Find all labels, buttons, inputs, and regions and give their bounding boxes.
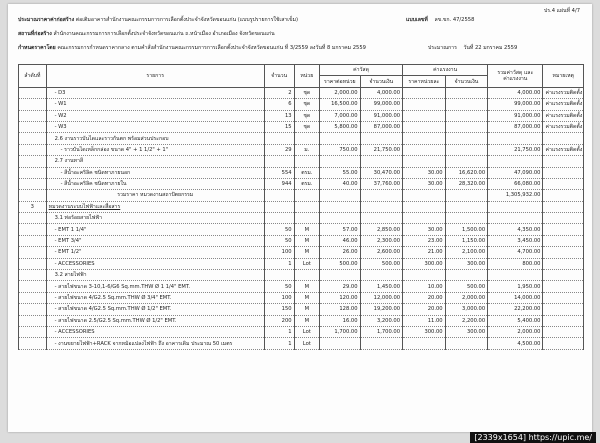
cell-l-unit — [403, 99, 446, 110]
cell-l-amt — [445, 144, 488, 155]
cell-m-amt — [360, 133, 403, 144]
table-header-row — [19, 65, 584, 76]
table-row — [19, 224, 584, 235]
cell-m-amt: 37,760.00 — [360, 178, 403, 189]
cell-no — [19, 190, 47, 201]
cell-no — [19, 121, 47, 132]
cell-item: หมวดงานระบบไฟฟ้าและสื่อสาร — [46, 201, 264, 212]
cell-qty: 200 — [264, 315, 294, 326]
cell-m-unit — [320, 201, 360, 212]
cell-m-amt: 19,200.00 — [360, 304, 403, 315]
col-labor-amount: จำนวนเงิน — [445, 76, 488, 87]
cell-remark — [543, 213, 584, 224]
cell-m-amt — [360, 213, 403, 224]
table-row — [19, 270, 584, 281]
cell-item: - สีน้ำอะคริลิค ชนิดทาภายใน — [46, 178, 264, 189]
document-page — [8, 4, 592, 432]
cell-unit — [294, 201, 320, 212]
cell-l-unit — [403, 270, 446, 281]
cell-unit: Lot — [294, 326, 320, 337]
col-labor: ค่าแรงงาน — [403, 65, 488, 76]
cell-m-amt: 2,600.00 — [360, 247, 403, 258]
cell-m-unit — [320, 133, 360, 144]
cell-unit — [294, 270, 320, 281]
cell-remark: ค่าแรงรวมติดตั้ง — [543, 110, 584, 121]
cell-item: - สายไฟขนาด 3-10,1-6/G6 Sq.mm.THW Ø 1 1/4" EMT. — [46, 281, 264, 292]
cell-l-amt — [445, 213, 488, 224]
cost-estimate-table — [18, 64, 584, 350]
col-no: ลำดับที่ — [19, 65, 47, 88]
cell-remark — [543, 338, 584, 349]
table-row — [19, 121, 584, 132]
cell-item: - ACCESSORIES — [46, 258, 264, 269]
cell-qty — [264, 190, 294, 201]
cell-m-unit — [320, 213, 360, 224]
cell-item: 3.2 สายไฟฟ้า — [46, 270, 264, 281]
cell-no — [19, 235, 47, 246]
cell-m-amt: 1,700.00 — [360, 326, 403, 337]
col-unit: หน่วย — [294, 65, 320, 88]
cell-total — [488, 213, 543, 224]
cell-qty: 150 — [264, 304, 294, 315]
table-row — [19, 315, 584, 326]
table-row — [19, 292, 584, 303]
cell-l-amt — [445, 270, 488, 281]
cell-total — [488, 270, 543, 281]
cell-remark — [543, 304, 584, 315]
cell-total: 1,305,932.00 — [488, 190, 543, 201]
cell-m-unit: 120.00 — [320, 292, 360, 303]
cell-remark: ค่าแรงรวมติดตั้ง — [543, 87, 584, 98]
cell-m-amt: 12,000.00 — [360, 292, 403, 303]
cell-total: 4,350.00 — [488, 224, 543, 235]
cell-no — [19, 87, 47, 98]
cell-total: 4,500.00 — [488, 338, 543, 349]
cell-m-unit: 5,800.00 — [320, 121, 360, 132]
cell-l-unit: 300.00 — [403, 326, 446, 337]
cell-unit: M — [294, 315, 320, 326]
cell-remark — [543, 258, 584, 269]
cell-no — [19, 133, 47, 144]
cell-l-amt — [445, 156, 488, 167]
cell-total: 66,080.00 — [488, 178, 543, 189]
cell-item: - สีน้ำอะคริลิค ชนิดทาภายนอก — [46, 167, 264, 178]
cell-remark: ค่าแรงรวมติดตั้ง — [543, 99, 584, 110]
cell-unit: ม. — [294, 144, 320, 155]
cell-no — [19, 326, 47, 337]
cell-remark — [543, 178, 584, 189]
cell-l-unit — [403, 87, 446, 98]
cell-no — [19, 224, 47, 235]
cell-qty: 29 — [264, 144, 294, 155]
cell-unit: M — [294, 304, 320, 315]
col-qty: จำนวน — [264, 65, 294, 88]
cell-m-amt: 500.00 — [360, 258, 403, 269]
cell-no — [19, 99, 47, 110]
cell-no — [19, 156, 47, 167]
cell-unit: ชุด — [294, 87, 320, 98]
cell-no — [19, 213, 47, 224]
cell-m-amt: 99,000.00 — [360, 99, 403, 110]
table-row — [19, 110, 584, 121]
cell-total — [488, 201, 543, 212]
cell-remark — [543, 201, 584, 212]
cell-l-amt — [445, 201, 488, 212]
cell-total: 5,400.00 — [488, 315, 543, 326]
cell-m-amt: 1,450.00 — [360, 281, 403, 292]
cell-m-amt: 87,000.00 — [360, 121, 403, 132]
cell-m-unit — [320, 190, 360, 201]
cell-m-amt: 3,200.00 — [360, 315, 403, 326]
form-line — [406, 16, 474, 24]
table-row — [19, 178, 584, 189]
cell-qty: 100 — [264, 247, 294, 258]
cell-m-amt — [360, 156, 403, 167]
col-material: ค่าวัสดุ — [320, 65, 403, 76]
cell-no — [19, 178, 47, 189]
cell-item: - ราวบันไดเหล็กกล่อง ขนาด 4" + 1 1/2" + 1" — [46, 144, 264, 155]
cell-m-unit: 26.00 — [320, 247, 360, 258]
cell-no: 3 — [19, 201, 47, 212]
cell-m-unit: 29.00 — [320, 281, 360, 292]
cell-l-unit: 30.00 — [403, 224, 446, 235]
cell-no — [19, 281, 47, 292]
cell-unit: M — [294, 224, 320, 235]
cell-m-amt: 21,750.00 — [360, 144, 403, 155]
cell-m-unit: 46.00 — [320, 235, 360, 246]
location-line — [18, 30, 275, 38]
location-value: สำนักงานคณะกรรมการการเลือกตั้งประจำจังหวัดขอนแก่น ถ.หน้าเมือง อำเภอเมือง จังหวัดขอนแก่น — [53, 31, 275, 37]
cell-l-unit: 20.00 — [403, 304, 446, 315]
cell-qty: 50 — [264, 235, 294, 246]
cell-item: - W3 — [46, 121, 264, 132]
cell-l-unit — [403, 213, 446, 224]
cell-total: 800.00 — [488, 258, 543, 269]
cell-total: 1,950.00 — [488, 281, 543, 292]
table-row — [19, 258, 584, 269]
estimator-line — [18, 44, 366, 52]
cell-m-unit: 2,000.00 — [320, 87, 360, 98]
table-row — [19, 144, 584, 155]
cell-l-unit — [403, 201, 446, 212]
cell-l-unit — [403, 156, 446, 167]
table-row — [19, 338, 584, 349]
cell-qty — [264, 201, 294, 212]
cell-l-unit: 10.00 — [403, 281, 446, 292]
cell-l-amt: 300.00 — [445, 258, 488, 269]
cell-m-unit — [320, 156, 360, 167]
page-number: ปร.4 แผ่นที่ 4/7 — [543, 8, 580, 14]
cell-remark — [543, 224, 584, 235]
table-row — [19, 99, 584, 110]
cell-qty: 100 — [264, 292, 294, 303]
cell-l-unit: 30.00 — [403, 178, 446, 189]
cell-item: 2.6 งานราวบันไดและราวกันตก พร้อมส่วนประกอบ — [46, 133, 264, 144]
cell-remark: ค่าแรงรวมติดตั้ง — [543, 121, 584, 132]
cell-l-unit: 23.00 — [403, 235, 446, 246]
cell-qty — [264, 133, 294, 144]
cell-qty: 554 — [264, 167, 294, 178]
cell-l-amt: 2,100.00 — [445, 247, 488, 258]
cell-l-unit — [403, 133, 446, 144]
watermark: [2339x1654] https://upic.me/ — [470, 432, 596, 443]
handwritten-mark — [238, 422, 308, 432]
cell-item: - สายไฟขนาด 4/G2.5 Sq.mm.THW Ø 3/4" EMT. — [46, 292, 264, 303]
cell-unit: M — [294, 292, 320, 303]
cell-unit — [294, 133, 320, 144]
cell-qty: 1 — [264, 326, 294, 337]
cell-item: - W2 — [46, 110, 264, 121]
cell-l-amt: 300.00 — [445, 326, 488, 337]
cell-l-amt — [445, 133, 488, 144]
cell-unit: ตรม. — [294, 178, 320, 189]
project-value: ต่อเติมอาคารสำนักงานคณะกรรมการการเลือกตั้งประจำจังหวัดขอนแก่น (แบบรูปรายการใช้เสาเข็ม) — [75, 17, 299, 23]
cell-qty: 1 — [264, 338, 294, 349]
cell-remark — [543, 156, 584, 167]
cell-l-amt: 16,620.00 — [445, 167, 488, 178]
table-row — [19, 201, 584, 212]
table-row — [19, 87, 584, 98]
cell-total — [488, 133, 543, 144]
cell-remark — [543, 167, 584, 178]
cell-item: รวมราคา หมวดงานสถาปัตยกรรม — [46, 190, 264, 201]
table-row — [19, 326, 584, 337]
table-row — [19, 133, 584, 144]
cell-m-unit: 55.00 — [320, 167, 360, 178]
cell-item: - ACCESSORIES — [46, 326, 264, 337]
cell-l-amt — [445, 110, 488, 121]
cell-l-amt — [445, 190, 488, 201]
cell-total — [488, 156, 543, 167]
cell-m-unit — [320, 338, 360, 349]
cell-no — [19, 292, 47, 303]
form-value: ลข.ขก. 47/2558 — [434, 17, 475, 23]
form-label: แบบเลขที่ — [406, 17, 428, 23]
cell-qty: 944 — [264, 178, 294, 189]
cell-unit: M — [294, 235, 320, 246]
estimator-label: กำหนดราคาโดย — [18, 45, 56, 51]
cell-total: 91,000.00 — [488, 110, 543, 121]
cell-l-amt: 1,500.00 — [445, 224, 488, 235]
cell-l-unit — [403, 190, 446, 201]
cell-m-unit: 16.00 — [320, 315, 360, 326]
cell-unit: M — [294, 247, 320, 258]
cell-unit: ชุด — [294, 121, 320, 132]
table-row — [19, 213, 584, 224]
cell-unit: ตรม. — [294, 167, 320, 178]
cell-unit — [294, 213, 320, 224]
cell-m-unit: 750.00 — [320, 144, 360, 155]
table-row — [19, 156, 584, 167]
table-row — [19, 247, 584, 258]
cell-qty: 13 — [264, 110, 294, 121]
cell-no — [19, 304, 47, 315]
table-row — [19, 235, 584, 246]
cell-unit: Lot — [294, 258, 320, 269]
cell-total: 4,700.00 — [488, 247, 543, 258]
cell-l-unit — [403, 121, 446, 132]
cell-unit: M — [294, 281, 320, 292]
cell-total: 22,200.00 — [488, 304, 543, 315]
cell-m-unit: 1,700.00 — [320, 326, 360, 337]
project-line — [18, 16, 298, 24]
cell-m-amt — [360, 338, 403, 349]
cell-remark — [543, 235, 584, 246]
cell-remark — [543, 292, 584, 303]
cell-m-amt — [360, 190, 403, 201]
cell-m-unit: 57.00 — [320, 224, 360, 235]
cell-l-amt — [445, 99, 488, 110]
cell-no — [19, 338, 47, 349]
cell-remark — [543, 190, 584, 201]
project-label: ประมาณราคาค่าก่อสร้าง — [18, 17, 75, 23]
cell-m-unit — [320, 270, 360, 281]
cell-remark: ค่าแรงรวมติดตั้ง — [543, 144, 584, 155]
cell-no — [19, 315, 47, 326]
cell-l-unit: 21.00 — [403, 247, 446, 258]
cell-unit: ชุด — [294, 99, 320, 110]
cell-qty: 50 — [264, 224, 294, 235]
cell-item: - W1 — [46, 99, 264, 110]
cell-m-unit: 500.00 — [320, 258, 360, 269]
cell-total: 14,000.00 — [488, 292, 543, 303]
cell-no — [19, 247, 47, 258]
cell-qty — [264, 156, 294, 167]
cell-m-unit: 7,000.00 — [320, 110, 360, 121]
cell-l-amt: 500.00 — [445, 281, 488, 292]
cell-unit — [294, 190, 320, 201]
cell-qty: 2 — [264, 87, 294, 98]
date-value: วันที่ 22 มกราคม 2559 — [463, 45, 518, 51]
cell-m-amt: 91,000.00 — [360, 110, 403, 121]
cell-m-unit: 128.00 — [320, 304, 360, 315]
cell-l-amt: 28,320.00 — [445, 178, 488, 189]
col-material-unit-price: ราคาต่อหน่วย — [320, 76, 360, 87]
cell-total: 87,000.00 — [488, 121, 543, 132]
cell-total: 2,000.00 — [488, 326, 543, 337]
cell-item: - D3 — [46, 87, 264, 98]
table-row — [19, 304, 584, 315]
cell-item: 3.1 ท่อร้อยสายไฟฟ้า — [46, 213, 264, 224]
table-row — [19, 167, 584, 178]
cell-no — [19, 270, 47, 281]
col-remark: หมายเหตุ — [543, 65, 584, 88]
cell-m-amt: 2,850.00 — [360, 224, 403, 235]
cell-m-amt — [360, 201, 403, 212]
cell-l-amt: 2,200.00 — [445, 315, 488, 326]
cell-total: 99,000.00 — [488, 99, 543, 110]
cell-no — [19, 258, 47, 269]
col-total: รวมค่าวัสดุ และค่าแรงงาน — [488, 65, 543, 88]
cell-unit: ชุด — [294, 110, 320, 121]
estimator-value: คณะกรรมการกำหนดราคากลาง ตามคำสั่งสำนักงานคณะกรรมการการเลือกตั้งประจำจังหวัดขอนแก่น ที่ 3/2559 ลงวันที่ 8 มกราคม 2559 — [57, 45, 366, 51]
cell-m-amt — [360, 270, 403, 281]
location-label: สถานที่ก่อสร้าง — [18, 31, 52, 37]
cell-l-amt: 2,000.00 — [445, 292, 488, 303]
date-line — [428, 44, 517, 52]
cell-l-unit: 300.00 — [403, 258, 446, 269]
cell-no — [19, 167, 47, 178]
cell-item: - งานขยายไฟฟ้า+RACK จากหม้อแปลงไฟฟ้า ถึง อาคารเดิม ประมาณ 50 เมตร — [46, 338, 264, 349]
cell-unit: Lot — [294, 338, 320, 349]
cell-l-amt: 1,150.00 — [445, 235, 488, 246]
cell-item: 2.7 งานทาสี — [46, 156, 264, 167]
cell-l-amt — [445, 121, 488, 132]
cell-m-amt: 2,300.00 — [360, 235, 403, 246]
cell-remark — [543, 247, 584, 258]
date-label: ประมาณการ — [428, 45, 457, 51]
cell-unit — [294, 156, 320, 167]
cell-qty — [264, 270, 294, 281]
cell-l-unit: 30.00 — [403, 167, 446, 178]
cell-no — [19, 144, 47, 155]
cell-no — [19, 110, 47, 121]
table-row — [19, 281, 584, 292]
cell-qty — [264, 213, 294, 224]
cell-remark — [543, 326, 584, 337]
cell-l-amt: 3,000.00 — [445, 304, 488, 315]
cell-remark — [543, 133, 584, 144]
cell-total: 3,450.00 — [488, 235, 543, 246]
cell-remark — [543, 315, 584, 326]
cell-total: 21,750.00 — [488, 144, 543, 155]
cell-qty: 6 — [264, 99, 294, 110]
cell-m-unit: 40.00 — [320, 178, 360, 189]
cell-item: - สายไฟขนาด 4/G2.5 Sq.mm.THW Ø 1/2" EMT. — [46, 304, 264, 315]
cell-total: 4,000.00 — [488, 87, 543, 98]
cell-qty: 50 — [264, 281, 294, 292]
cell-l-unit — [403, 338, 446, 349]
cell-l-unit: 20.00 — [403, 292, 446, 303]
cell-l-amt — [445, 87, 488, 98]
cell-l-unit — [403, 110, 446, 121]
table-row — [19, 190, 584, 201]
cell-item: - EMT 3/4" — [46, 235, 264, 246]
col-labor-unit-price: ราคาหน่วยละ — [403, 76, 446, 87]
cell-m-amt: 30,470.00 — [360, 167, 403, 178]
cell-qty: 1 — [264, 258, 294, 269]
cell-remark — [543, 281, 584, 292]
col-material-amount: จำนวนเงิน — [360, 76, 403, 87]
cell-qty: 15 — [264, 121, 294, 132]
col-item: รายการ — [46, 65, 264, 88]
cell-m-amt: 4,000.00 — [360, 87, 403, 98]
cell-item: - สายไฟขนาด 2.5/G2.5 Sq.mm.THW Ø 1/2" EMT. — [46, 315, 264, 326]
cell-total: 47,090.00 — [488, 167, 543, 178]
cell-l-amt — [445, 338, 488, 349]
cell-item: - EMT 1 1/4" — [46, 224, 264, 235]
cell-item: - EMT 1/2" — [46, 247, 264, 258]
cell-m-unit: 16,500.00 — [320, 99, 360, 110]
cell-l-unit: 11.00 — [403, 315, 446, 326]
cell-l-unit — [403, 144, 446, 155]
cell-remark — [543, 270, 584, 281]
